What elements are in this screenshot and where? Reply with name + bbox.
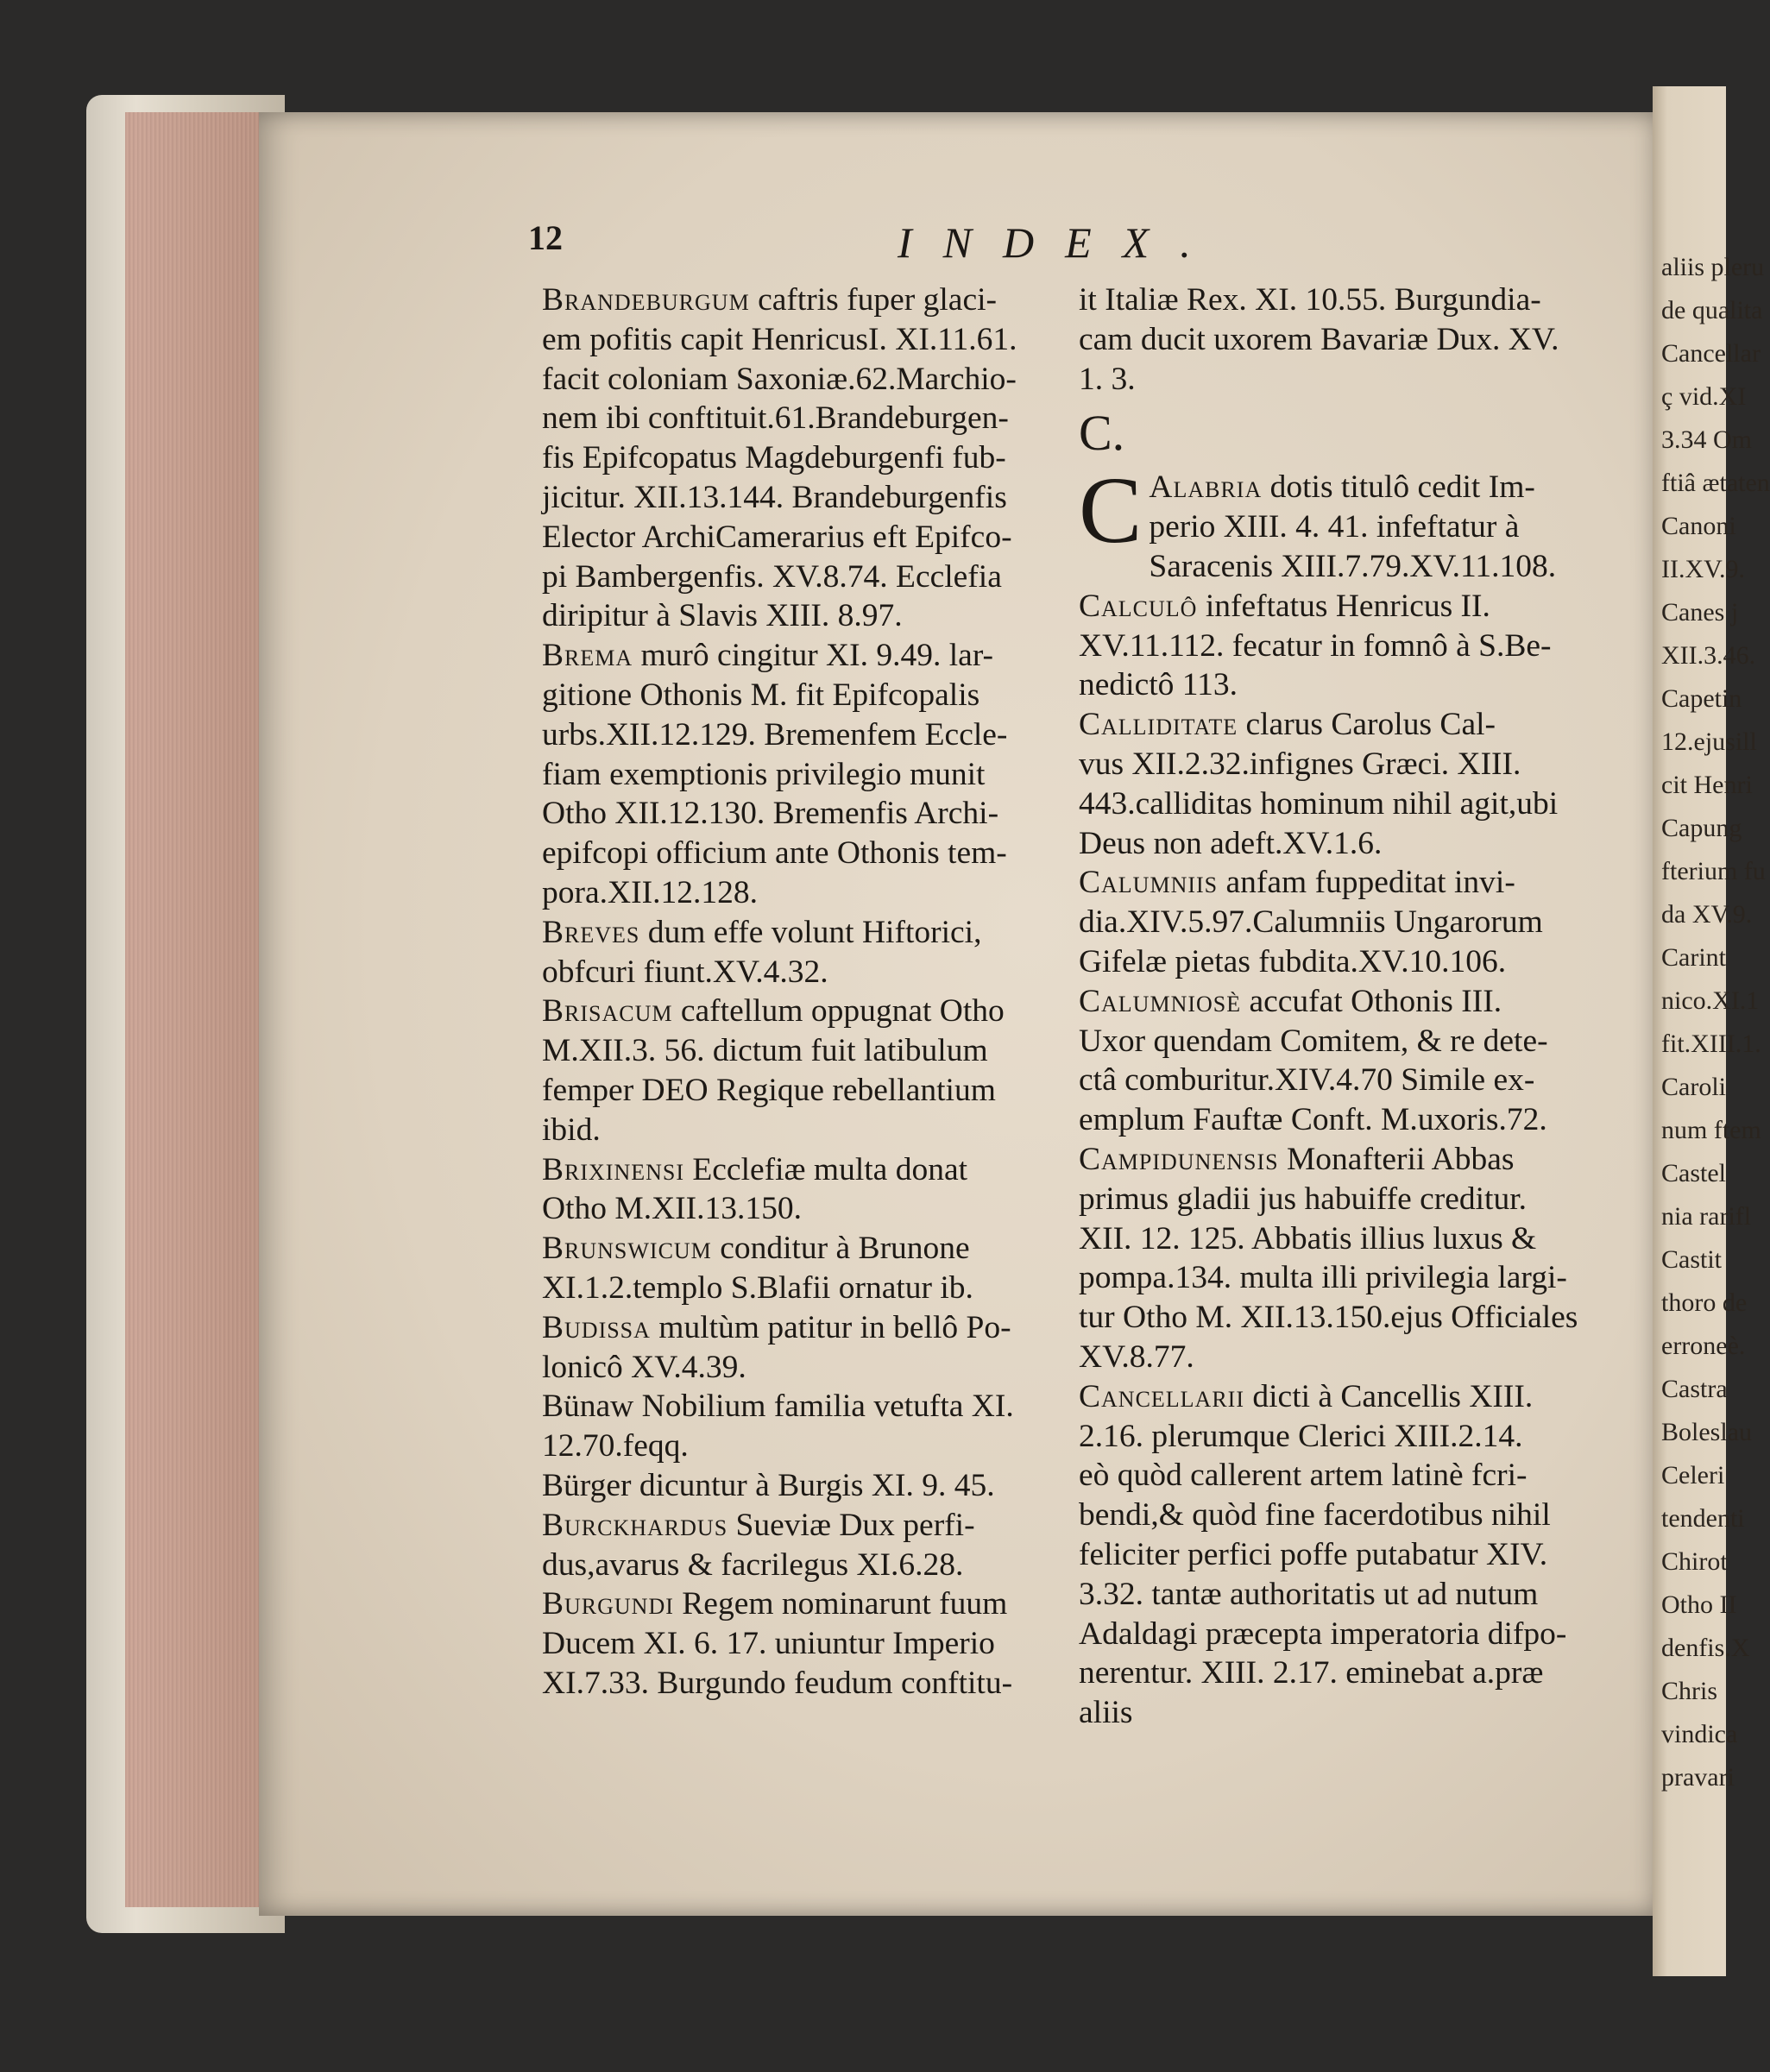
entry-keyword: Breves [542, 914, 640, 950]
index-line [542, 834, 1055, 873]
entry-text: dotis titulô cedit Im- [1262, 469, 1535, 506]
entry-text: Monafterii Abbas [1278, 1141, 1515, 1177]
index-line [542, 1546, 1055, 1585]
index-line [1079, 1496, 1579, 1535]
entry-keyword: Calculô [1079, 588, 1198, 624]
entry-text: XV.11.112. fecatur in fomnô à S.Be- [1079, 627, 1552, 664]
entry-text: 12.70.feqq. [542, 1428, 689, 1464]
entry-text: diripitur à Slavis XIII. 8.97. [542, 598, 903, 634]
entry-text: clarus Carolus Cal- [1238, 707, 1496, 743]
adjacent-page-fragment: fterium fu [1661, 857, 1766, 885]
entry-text: Elector ArchiCamerarius eft Epifco- [542, 519, 1012, 555]
entry-text: bendi,& quòd fine facerdotibus nihil [1079, 1497, 1551, 1534]
entry-text: Uxor quendam Comitem, & re dete- [1079, 1023, 1548, 1059]
page-header [0, 217, 1726, 269]
entry-text: vus XII.2.32.infignes Græci. XIII. [1079, 746, 1521, 782]
adjacent-page-fragment: 12.ejusill [1661, 727, 1757, 756]
entry-text: conditur à Brunone [711, 1231, 970, 1267]
index-line [542, 1426, 1055, 1466]
adjacent-page-fragment: denfis.X [1661, 1634, 1750, 1662]
index-line [542, 596, 1055, 636]
adjacent-page-fragment: nico.XI.1 [1661, 986, 1760, 1015]
adjacent-page-fragment: vindica [1661, 1720, 1738, 1748]
page-edges [125, 112, 272, 1907]
index-line [542, 1584, 1055, 1624]
index-line [542, 1111, 1055, 1150]
adjacent-page-fragment: cit Henri [1661, 771, 1753, 799]
index-line [542, 676, 1055, 715]
index-line [542, 1387, 1055, 1426]
index-line [542, 1229, 1055, 1269]
entry-text: femper DEO Regique rebellantium [542, 1072, 996, 1108]
index-line [542, 1506, 1055, 1546]
entry-text: Adaldagi præcepta imperatoria difpo- [1079, 1615, 1567, 1652]
entry-keyword: Calumniis [1079, 865, 1219, 901]
entry-text: XI.1.2.templo S.Blafii ornatur ib. [542, 1269, 973, 1306]
entry-text: emplum Fauftæ Conft. M.uxoris.72. [1079, 1102, 1547, 1138]
adjacent-page-fragment: Canoni [1661, 512, 1736, 540]
entry-text: nerentur. XIII. 2.17. eminebat a.præ [1079, 1655, 1544, 1691]
index-line [542, 280, 1055, 320]
section-heading: C. [1079, 405, 1125, 462]
entry-keyword: Brandeburgum [542, 282, 750, 318]
entry-text: Bünaw Nobilium familia vetufta XI. [542, 1389, 1014, 1425]
adjacent-page-fragment: de qualita [1661, 296, 1763, 324]
index-line [1079, 507, 1579, 547]
entry-text: XII. 12. 125. Abbatis illius luxus & [1079, 1220, 1537, 1256]
entry-text: Gifelæ pietas fubdita.XV.10.106. [1079, 943, 1507, 979]
index-line [542, 1269, 1055, 1308]
entry-text: jicitur. XII.13.144. Brandeburgenfis [542, 479, 1007, 515]
adjacent-page-fragment: pravari [1661, 1763, 1735, 1792]
entry-text: feliciter perfici poffe putabatur XIV. [1079, 1536, 1548, 1572]
index-line [1079, 627, 1579, 666]
index-line [1079, 1100, 1579, 1140]
page-number: 12 [528, 218, 563, 257]
adjacent-page [1653, 86, 1770, 1976]
index-line [542, 913, 1055, 953]
running-title: INDEX. [898, 218, 1222, 267]
index-line [1079, 1061, 1579, 1100]
entry-text: Otho M.XII.13.150. [542, 1191, 803, 1227]
index-line [1079, 824, 1579, 864]
index-line [1079, 1140, 1579, 1180]
index-line [542, 755, 1055, 795]
catchword: aliis [1079, 1695, 1133, 1731]
entry-keyword: Campidunensis [1079, 1141, 1279, 1177]
entry-text: Otho XII.12.130. Bremenfis Archi- [542, 796, 999, 832]
entry-text: M.XII.3. 56. dictum fuit latibulum [542, 1033, 988, 1069]
drop-capital: C [1079, 457, 1143, 564]
index-line [1079, 665, 1579, 705]
adjacent-page-fragment: Castra [1661, 1375, 1728, 1403]
index-line [1079, 982, 1579, 1022]
index-line [542, 478, 1055, 518]
entry-text: Saracenis XIII.7.79.XV.11.108. [1149, 548, 1557, 584]
adjacent-page-fragment: erroneè. [1661, 1332, 1746, 1360]
entry-text: pi Bambergenfis. XV.8.74. Ecclefia [542, 558, 1002, 595]
index-line [1079, 1575, 1579, 1615]
index-line [1079, 1219, 1579, 1259]
index-line [542, 1348, 1055, 1388]
adjacent-page-fragment: aliis pleru [1661, 253, 1765, 281]
index-line [542, 794, 1055, 834]
adjacent-page-fragment: Caroli [1661, 1073, 1726, 1101]
adjacent-page-fragment: Castel [1661, 1159, 1726, 1187]
entry-text: perio XIII. 4. 41. infeftatur à [1149, 509, 1520, 545]
entry-text: 3.32. tantæ authoritatis ut ad nutum [1079, 1576, 1539, 1612]
index-line [1079, 1615, 1579, 1654]
index-line [1079, 942, 1579, 982]
index-line [1079, 745, 1579, 784]
entry-text: ibid. [542, 1112, 601, 1148]
entry-text: nedictô 113. [1079, 667, 1238, 703]
entry-text: facit coloniam Saxoniæ.62.Marchio- [542, 361, 1017, 397]
entry-text: Deus non adeft.XV.1.6. [1079, 825, 1383, 861]
entry-text: Ecclefiæ multa donat [684, 1151, 968, 1187]
adjacent-page-fragment: Carint [1661, 943, 1726, 972]
entry-keyword: Brema [542, 638, 633, 674]
index-line [542, 557, 1055, 597]
index-line [1079, 1022, 1579, 1061]
index-line [1079, 784, 1579, 824]
adjacent-page-fragment: Chirot [1661, 1547, 1728, 1576]
adjacent-page-fragment: tendenti [1661, 1504, 1745, 1533]
entry-text: Regem nominarunt fuum [673, 1586, 1008, 1622]
left-column [542, 280, 1055, 1704]
index-line [542, 518, 1055, 557]
adjacent-page-fragment: Boleslau [1661, 1418, 1752, 1446]
adjacent-page-fragment: thoro de [1661, 1288, 1748, 1317]
entry-text: eò quòd callerent artem latinè fcri- [1079, 1458, 1527, 1494]
index-line [1079, 360, 1579, 400]
index-line [1079, 1535, 1579, 1575]
entry-text: dum effe volunt Hiftorici, [639, 914, 982, 950]
entry-keyword: Burgundi [542, 1586, 674, 1622]
index-line [542, 1150, 1055, 1190]
entry-keyword: Brisacum [542, 993, 673, 1030]
entry-text: XV.8.77. [1079, 1338, 1194, 1375]
adjacent-page-fragment: Cancellar [1661, 339, 1761, 368]
index-line [542, 992, 1055, 1031]
index-line [1079, 1456, 1579, 1496]
entry-text: epifcopi officium ante Othonis tem- [542, 835, 1007, 872]
index-line [1079, 587, 1579, 627]
index-line [1079, 903, 1579, 942]
index-line [542, 1624, 1055, 1664]
index-line [542, 1664, 1055, 1704]
entry-text: dia.XIV.5.97.Calumniis Ungarorum [1079, 904, 1543, 941]
entry-text: 1. 3. [1079, 361, 1136, 397]
adjacent-page-fragment: Canes j [1661, 598, 1739, 627]
index-line [542, 360, 1055, 400]
adjacent-page-fragment: Capetin [1661, 684, 1742, 713]
adjacent-page-fragment: Chris [1661, 1677, 1718, 1705]
index-line [1079, 1653, 1579, 1693]
entry-keyword: Burckhardus [542, 1507, 728, 1543]
adjacent-page-fragment: Capung [1661, 814, 1742, 842]
adjacent-page-fragment: ftiâ ætaten [1661, 469, 1770, 497]
entry-text: pora.XII.12.128. [542, 874, 758, 910]
entry-text: XI.7.33. Burgundo feudum conftitu- [542, 1665, 1013, 1701]
adjacent-page-fragment: fit.XIII.1. [1661, 1030, 1761, 1058]
adjacent-page-fragment: II.XV.9. [1661, 555, 1745, 583]
entry-text: Bürger dicuntur à Burgis XI. 9. 45. [542, 1467, 995, 1503]
index-line [1079, 1258, 1579, 1298]
adjacent-page-fragment: 3.34 Om [1661, 425, 1752, 454]
entry-text: ctâ comburitur.XIV.4.70 Simile ex- [1079, 1062, 1535, 1099]
index-line [542, 399, 1055, 438]
index-line [542, 320, 1055, 360]
index-line [542, 1189, 1055, 1229]
entry-keyword: Calliditate [1079, 707, 1238, 743]
adjacent-page-fragment: nia rarifl [1661, 1202, 1752, 1231]
entry-text: fiam exemptionis privilegio munit [542, 756, 986, 792]
entry-text: obfcuri fiunt.XV.4.32. [542, 954, 828, 990]
adjacent-page-fragment: ç vid.XI [1661, 382, 1747, 411]
entry-text: em pofitis capit HenricusI. XI.11.61. [542, 321, 1017, 357]
entry-text: dus,avarus & facrilegus XI.6.28. [542, 1546, 964, 1583]
index-line [542, 636, 1055, 676]
entry-text: primus gladii jus habuiffe creditur. [1079, 1181, 1527, 1217]
entry-text: multùm patitur in bellô Po- [650, 1309, 1011, 1345]
entry-text: 2.16. plerumque Clerici XIII.2.14. [1079, 1418, 1523, 1454]
entry-text: murô cingitur XI. 9.49. lar- [633, 638, 994, 674]
index-line [1079, 1298, 1579, 1338]
entry-text: dicti à Cancellis XIII. [1244, 1378, 1534, 1414]
entry-text: it Italiæ Rex. XI. 10.55. Burgundia- [1079, 282, 1541, 318]
index-line [1079, 863, 1579, 903]
index-line [542, 1308, 1055, 1348]
adjacent-page-fragment: Otho II [1661, 1590, 1737, 1619]
entry-text: anfam fuppeditat invi- [1218, 865, 1515, 901]
adjacent-page-fragment: XII.3.46. [1661, 641, 1756, 670]
entry-text: cam ducit uxorem Bavariæ Dux. XV. [1079, 321, 1559, 357]
entry-text: nem ibi conftituit.61.Brandeburgen- [542, 400, 1009, 437]
entry-text: tur Otho M. XII.13.150.ejus Officiales [1079, 1300, 1578, 1336]
entry-text: urbs.XII.12.129. Bremenfem Eccle- [542, 716, 1008, 753]
index-line [542, 1071, 1055, 1111]
adjacent-page-fragment: Castit [1661, 1245, 1723, 1274]
index-line [1079, 320, 1579, 360]
entry-text: gitione Othonis M. fit Epifcopalis [542, 677, 980, 713]
entry-text: caftellum oppugnat Otho [672, 993, 1005, 1030]
entry-text: 443.calliditas hominum nihil agit,ubi [1079, 785, 1559, 822]
index-line [542, 715, 1055, 755]
index-line [542, 1031, 1055, 1071]
adjacent-page-fragment: num ftem [1661, 1116, 1761, 1144]
adjacent-page-fragment: da XV.9. [1661, 900, 1753, 929]
entry-keyword: Cancellarii [1079, 1378, 1244, 1414]
index-line [542, 438, 1055, 478]
entry-text: fis Epifcopatus Magdeburgenfi fub- [542, 440, 1006, 476]
entry-keyword: Budissa [542, 1309, 651, 1345]
entry-keyword: Calumniosè [1079, 983, 1242, 1019]
adjacent-page-fragment: Celeri [1661, 1461, 1725, 1489]
entry-text: caftris fuper glaci- [749, 282, 998, 318]
entry-text: infeftatus Henricus II. [1197, 588, 1490, 624]
index-line [542, 1466, 1055, 1506]
index-line [542, 873, 1055, 913]
entry-text: lonicô XV.4.39. [542, 1349, 746, 1385]
index-line [1079, 1377, 1579, 1417]
index-line [1079, 705, 1579, 745]
right-column [1079, 280, 1579, 1733]
index-line [542, 953, 1055, 992]
entry-text: Ducem XI. 6. 17. uniuntur Imperio [542, 1626, 995, 1662]
entry-text: pompa.134. multa illi privilegia largi- [1079, 1260, 1567, 1296]
entry-text: accufat Othonis III. [1241, 983, 1502, 1019]
index-line [1079, 1417, 1579, 1457]
index-line [1079, 468, 1579, 507]
entry-text: Sueviæ Dux perfi- [728, 1507, 975, 1543]
entry-keyword: Alabria [1149, 469, 1263, 506]
index-line [1079, 1338, 1579, 1377]
index-line [1079, 280, 1579, 320]
index-line [1079, 547, 1579, 587]
index-line [1079, 1180, 1579, 1219]
entry-keyword: Brixinensi [542, 1151, 684, 1187]
entry-keyword: Brunswicum [542, 1231, 712, 1267]
